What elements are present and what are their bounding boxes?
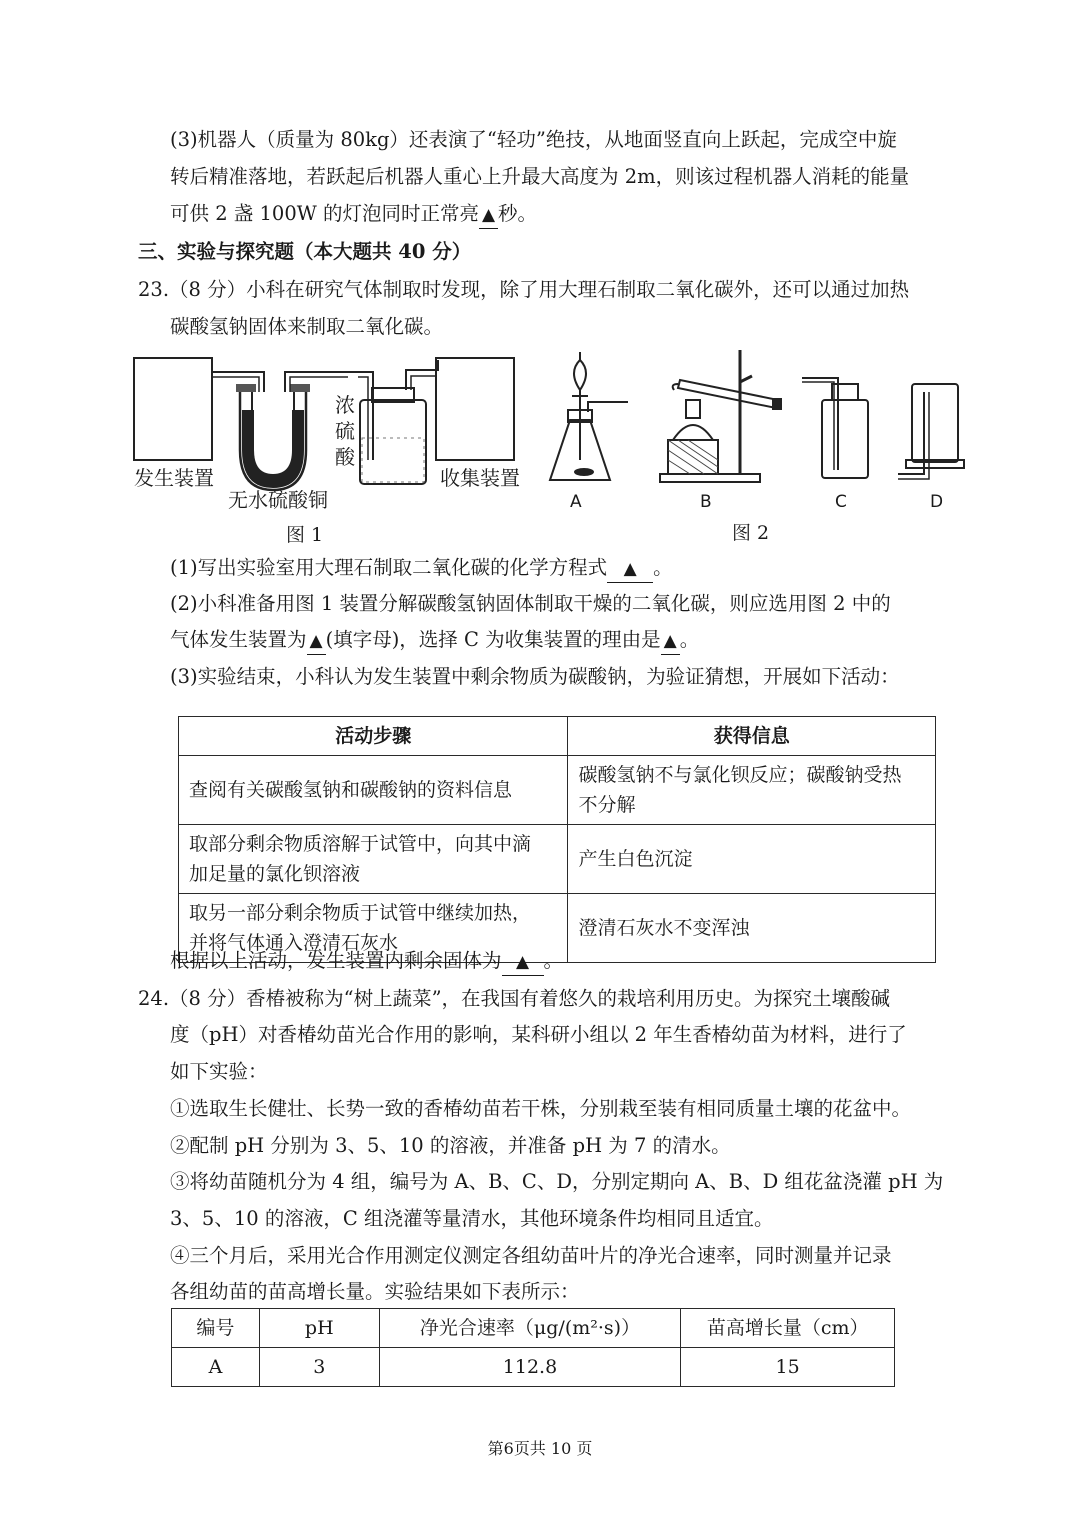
table-header: 净光合速率（μg/(m²·s)） bbox=[379, 1309, 681, 1348]
apparatus-d bbox=[898, 384, 964, 479]
apparatus-b-label: B bbox=[700, 492, 712, 512]
q24-step4-line1: ④三个月后，采用光合作用测定仪测定各组幼苗叶片的净光合速率，同时测量并记录 bbox=[170, 1244, 892, 1267]
q23-part2-line2 bbox=[170, 627, 699, 655]
apparatus-d-label: D bbox=[930, 492, 944, 512]
table-row bbox=[172, 1348, 895, 1387]
acid-char: 酸 bbox=[335, 445, 355, 469]
blank-triangle-icon: ▲ bbox=[623, 559, 637, 579]
figure-2-apparatus bbox=[540, 340, 980, 500]
answer-blank[interactable] bbox=[502, 948, 544, 976]
q23-part2-line1: (2)小科准备用图 1 装置分解碳酸氢钠固体制取干燥的二氧化碳，则应选用图 2 中的 bbox=[170, 592, 891, 615]
figure-2-caption: 图 2 bbox=[732, 522, 770, 544]
q22-part3-line2: 转后精准落地，若跃起后机器人重心上升最大高度为 2m，则该过程机器人消耗的能量 bbox=[170, 165, 910, 188]
table-cell: 澄清石灰水不变浑浊 bbox=[568, 894, 936, 963]
q23-part2-text-a: 气体发生装置为 bbox=[170, 628, 307, 651]
q24-line2: 度（pH）对香椿幼苗光合作用的影响，某科研小组以 2 年生香椿幼苗为材料，进行了 bbox=[170, 1023, 907, 1046]
q23-intro-line2: 碳酸氢钠固体来制取二氧化碳。 bbox=[170, 315, 444, 338]
collection-device-box bbox=[436, 358, 514, 460]
cell-line: 不分解 bbox=[578, 794, 636, 816]
acid-char: 硫 bbox=[335, 419, 355, 443]
q23-conclusion-end: 。 bbox=[543, 949, 564, 972]
q23-part2-text-b: (填字母)，选择 C 为收集装置的理由是 bbox=[325, 628, 661, 651]
q23-part1-end: 。 bbox=[653, 556, 673, 579]
answer-blank[interactable] bbox=[479, 201, 498, 229]
q24-step2: ②配制 pH 分别为 3、5、10 的溶液，并准备 pH 为 7 的清水。 bbox=[170, 1134, 731, 1157]
q24-line3: 如下实验： bbox=[170, 1060, 268, 1083]
figure-1-caption: 图 1 bbox=[286, 524, 324, 546]
q22-part3-line3 bbox=[170, 201, 537, 229]
table-cell: 15 bbox=[681, 1348, 895, 1387]
table-header: 编号 bbox=[172, 1309, 260, 1348]
table-header: 苗高增长量（cm） bbox=[681, 1309, 895, 1348]
table-cell: 查阅有关碳酸氢钠和碳酸钠的资料信息 bbox=[179, 756, 568, 825]
table-header-row bbox=[172, 1309, 895, 1348]
anhydrous-copper-sulfate-label: 无水硫酸铜 bbox=[228, 488, 328, 512]
answer-blank[interactable] bbox=[661, 627, 680, 655]
section-title: 三、实验与探究题（本大题共 40 分） bbox=[138, 240, 472, 263]
table-cell: 3 bbox=[259, 1348, 379, 1387]
q24-step4-line2: 各组幼苗的苗高增长量。实验结果如下表所示： bbox=[170, 1280, 580, 1303]
q23-part3: (3)实验结束，小科认为发生装置中剩余物质为碳酸钠，为验证猜想，开展如下活动： bbox=[170, 665, 900, 688]
table-row bbox=[179, 825, 936, 894]
q22-part3-line3-text: 可供 2 盏 100W 的灯泡同时正常亮 bbox=[170, 202, 479, 225]
results-table bbox=[171, 1308, 895, 1387]
apparatus-c bbox=[802, 378, 868, 478]
answer-blank[interactable] bbox=[607, 555, 653, 583]
q23-part1 bbox=[170, 555, 673, 583]
q24-step3-line2: 3、5、10 的溶液，C 组浇灌等量清水，其他环境条件均相同且适宜。 bbox=[170, 1207, 774, 1230]
table-header: 活动步骤 bbox=[179, 717, 568, 756]
table-row bbox=[179, 756, 936, 825]
q24-step1: ①选取生长健壮、长势一致的香椿幼苗若干株，分别栽至装有相同质量土壤的花盆中。 bbox=[170, 1097, 912, 1120]
collection-device-label: 收集装置 bbox=[440, 466, 520, 490]
q23-part2-text-c: 。 bbox=[679, 628, 700, 651]
apparatus-b bbox=[660, 350, 782, 482]
conc-sulfuric-acid-label bbox=[335, 392, 355, 470]
acid-char: 浓 bbox=[335, 393, 355, 417]
cell-line: 加足量的氯化钡溶液 bbox=[189, 863, 361, 885]
q23-conclusion bbox=[170, 948, 563, 976]
q24-step3-line1: ③将幼苗随机分为 4 组，编号为 A、B、C、D，分别定期向 A、B、D 组花盆浇灌 pH 为 bbox=[170, 1170, 944, 1193]
q23-conclusion-text: 根据以上活动，发生装置内剩余固体为 bbox=[170, 949, 502, 972]
generation-device-box bbox=[134, 358, 212, 460]
generation-device-label: 发生装置 bbox=[134, 466, 214, 490]
blank-triangle-icon: ▲ bbox=[309, 631, 323, 651]
blank-triangle-icon: ▲ bbox=[663, 631, 677, 651]
cell-line: 碳酸氢钠不与氯化钡反应；碳酸钠受热 bbox=[578, 764, 902, 786]
page-footer: 第6页共 10 页 bbox=[487, 1439, 593, 1458]
table-header-row bbox=[179, 717, 936, 756]
q22-part3-line1: (3)机器人（质量为 80kg）还表演了“轻功”绝技，从地面竖直向上跃起，完成空中旋 bbox=[170, 128, 897, 151]
table-header: 获得信息 bbox=[568, 717, 936, 756]
table-cell: 产生白色沉淀 bbox=[568, 825, 936, 894]
answer-blank[interactable] bbox=[307, 627, 326, 655]
activity-table bbox=[178, 716, 936, 963]
q22-part3-line3-end: 秒。 bbox=[498, 202, 538, 225]
blank-triangle-icon: ▲ bbox=[515, 952, 530, 972]
q24-line1: 24.（8 分）香椿被称为“树上蔬菜”，在我国有着悠久的栽培利用历史。为探究土壤酸碱 bbox=[138, 987, 891, 1010]
table-cell: A bbox=[172, 1348, 260, 1387]
cell-line: 并将气体通入澄清石灰水 bbox=[189, 932, 399, 954]
cell-line: 取另一部分剩余物质于试管中继续加热， bbox=[189, 902, 532, 924]
table-cell bbox=[568, 756, 936, 825]
table-header: pH bbox=[259, 1309, 379, 1348]
table-cell: 112.8 bbox=[379, 1348, 681, 1387]
cell-line: 取部分剩余物质溶解于试管中，向其中滴 bbox=[189, 833, 532, 855]
q23-intro-line1: 23.（8 分）小科在研究气体制取时发现，除了用大理石制取二氧化碳外，还可以通过加热 bbox=[138, 278, 910, 301]
blank-triangle-icon: ▲ bbox=[481, 205, 496, 225]
apparatus-c-label: C bbox=[835, 492, 847, 512]
apparatus-a-label: A bbox=[570, 492, 582, 512]
q23-part1-text: (1)写出实验室用大理石制取二氧化碳的化学方程式 bbox=[170, 556, 608, 579]
table-cell bbox=[179, 825, 568, 894]
